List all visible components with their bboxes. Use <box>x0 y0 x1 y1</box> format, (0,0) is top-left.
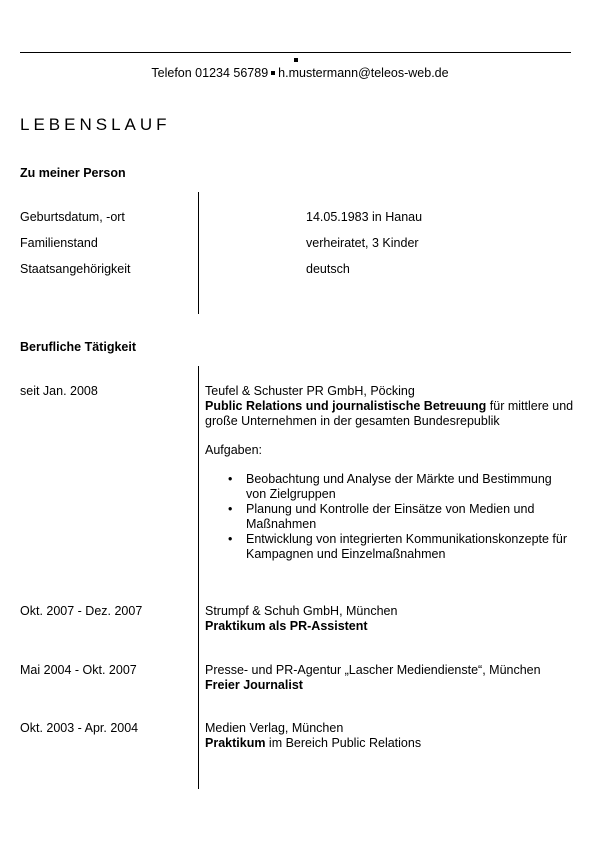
entry-body <box>205 663 575 693</box>
section-divider-career <box>198 366 199 789</box>
section-title-career: Berufliche Tätigkeit <box>20 340 136 354</box>
entry-role-bold: Public Relations und journalistische Betreuung <box>205 399 487 413</box>
entry-body <box>205 721 575 751</box>
task-item: • Beobachtung und Analyse der Märkte und Bestimmung von Zielgruppen <box>246 472 575 502</box>
entry-role <box>205 399 575 429</box>
entry-date: Mai 2004 - Okt. 2007 <box>20 663 137 677</box>
entry-company: Teufel & Schuster PR GmbH, Pöcking <box>205 384 415 398</box>
entry-role-bold: Praktikum als PR-Assistent <box>205 619 368 633</box>
entry-date: seit Jan. 2008 <box>20 384 98 398</box>
task-item: • Entwicklung von integrierten Kommunikationskonzepte für Kampagnen und Einzelmaßnahmen <box>246 532 575 562</box>
entry-company: Presse- und PR-Agentur „Lascher Mediendienste“, München <box>205 663 541 677</box>
value-nationality: deutsch <box>306 262 350 276</box>
entry-company: Strumpf & Schuh GmbH, München <box>205 604 398 618</box>
value-marital-status: verheiratet, 3 Kinder <box>306 236 419 250</box>
section-divider-personal <box>198 192 199 314</box>
page-title: LEBENSLAUF <box>20 115 171 134</box>
entry-role-bold: Praktikum <box>205 736 266 750</box>
entry-body <box>205 384 575 562</box>
entry-role <box>205 678 575 693</box>
entry-role <box>205 619 575 634</box>
section-title-personal: Zu meiner Person <box>20 166 126 180</box>
header-dot <box>294 58 298 62</box>
entry-role-rest: für mittlere und große Unternehmen in der gesamten Bundesrepublik <box>205 399 574 428</box>
contact-line <box>0 66 600 80</box>
entry-date: Okt. 2003 - Apr. 2004 <box>20 721 139 735</box>
label-marital-status: Familienstand <box>20 236 98 250</box>
separator-dot <box>271 71 275 75</box>
label-birth: Geburtsdatum, -ort <box>20 210 125 224</box>
entry-company: Medien Verlag, München <box>205 721 344 735</box>
email-text: h.mustermann@teleos-web.de <box>278 66 449 80</box>
task-item: • Planung und Kontrolle der Einsätze von Medien und Maßnahmen <box>246 502 575 532</box>
header-rule <box>20 52 571 53</box>
entry-role-bold: Freier Journalist <box>205 678 303 692</box>
entry-role-rest: im Bereich Public Relations <box>265 736 422 750</box>
task-list <box>205 472 575 562</box>
label-nationality: Staatsangehörigkeit <box>20 262 131 276</box>
tasks-heading: Aufgaben: <box>205 443 262 457</box>
value-birth: 14.05.1983 in Hanau <box>306 210 423 224</box>
entry-role <box>205 736 575 751</box>
phone-text: Telefon 01234 56789 <box>151 66 269 80</box>
entry-body <box>205 604 575 634</box>
entry-date: Okt. 2007 - Dez. 2007 <box>20 604 143 618</box>
